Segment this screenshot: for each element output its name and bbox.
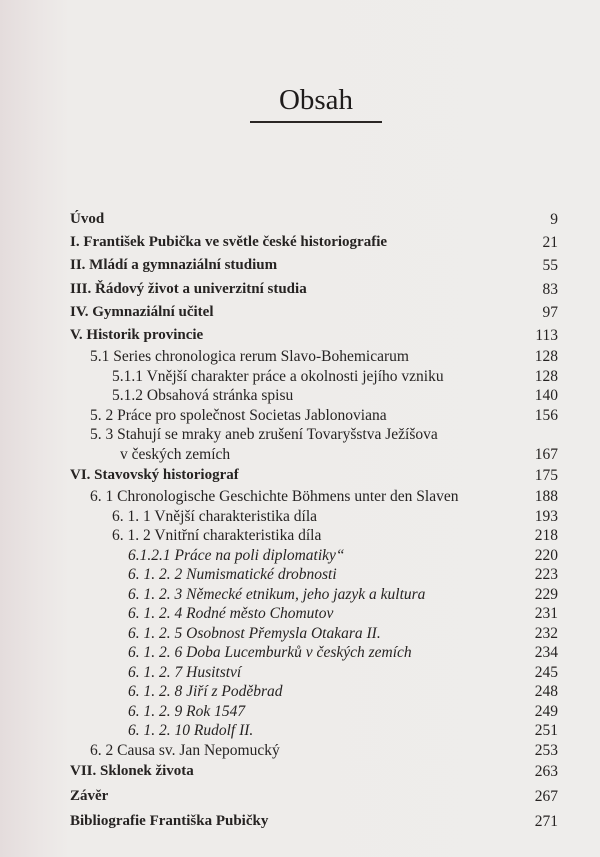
toc-entry-page: 175	[534, 467, 558, 485]
toc-entry-page: 193	[534, 507, 558, 525]
toc-entry-title: Úvod	[70, 211, 105, 227]
toc-entry-page: 128	[534, 367, 558, 385]
toc-entry-page: 55	[542, 257, 558, 275]
toc-entry	[0, 546, 600, 566]
toc-entry-page: 83	[542, 280, 558, 298]
title-underline	[250, 121, 382, 123]
toc-entry-page: 97	[542, 303, 558, 321]
toc-entry	[0, 604, 600, 624]
toc-entry-page: 21	[542, 234, 558, 252]
toc-entry-page: 9	[550, 211, 558, 228]
toc-entry-page: 253	[534, 741, 558, 759]
toc-entry-title: V. Historik provincie	[70, 326, 204, 343]
toc-entry	[0, 278, 600, 301]
toc-entry-page: 248	[534, 683, 558, 701]
toc-entry-page: 234	[534, 644, 558, 662]
toc-entry-page: 223	[534, 566, 558, 584]
toc-entry-page: 232	[534, 624, 558, 642]
page-title: Obsah	[278, 84, 354, 116]
toc-entry	[0, 487, 600, 507]
toc-entry-title: II. Mládí a gymnaziální studium	[70, 257, 278, 274]
toc-entry	[0, 785, 600, 810]
toc-entry	[0, 702, 600, 722]
toc-entry-page: 218	[534, 527, 558, 545]
toc-entry	[0, 624, 600, 644]
toc-entry-page: 251	[534, 722, 558, 740]
toc-entry-title: 6. 1. 2. 3 Německé etnikum, jeho jazyk a kultura	[128, 585, 426, 603]
toc-entry-title: v českých zemích	[120, 445, 231, 463]
toc-entry-page: 128	[534, 348, 558, 366]
toc-entry	[0, 565, 600, 585]
toc-entry-title: 6. 1. 2. 6 Doba Lucemburků v českých zemích	[128, 644, 412, 662]
toc-entry-page: 156	[534, 406, 558, 424]
toc-entry-page: 188	[534, 488, 558, 506]
toc-entry-title: 5.1 Series chronologica rerum Slavo-Bohemicarum	[90, 348, 409, 366]
toc-entry	[0, 643, 600, 663]
toc-entry-page: 220	[534, 546, 558, 564]
toc-entry-title: 6. 1. 2. 9 Rok 1547	[128, 702, 246, 720]
toc-entry	[0, 526, 600, 546]
toc-entry-title: 6. 1. 2. 4 Rodné město Chomutov	[128, 605, 334, 623]
toc-entry	[0, 425, 600, 445]
toc-entry	[0, 208, 600, 231]
toc-entry-title: 6. 2 Causa sv. Jan Nepomucký	[90, 741, 280, 759]
toc-entry	[0, 663, 600, 683]
toc-entry-title: 5. 2 Práce pro společnost Societas Jablonoviana	[90, 406, 387, 424]
toc-entry	[0, 445, 600, 465]
toc-entry	[0, 231, 600, 254]
toc-entry	[0, 741, 600, 761]
toc-entry-title: 5. 3 Stahují se mraky aneb zrušení Tovaryšstva Ježíšova	[90, 426, 438, 444]
toc-entry-page: 249	[534, 702, 558, 720]
toc-entry	[0, 585, 600, 605]
toc-entry-title: 6. 1. 2. 2 Numismatické drobnosti	[128, 566, 337, 584]
toc-entry	[0, 254, 600, 277]
toc-entry-page: 245	[534, 663, 558, 681]
toc-entry-title: 6. 1. 2. 5 Osobnost Přemysla Otakara II.	[128, 624, 381, 642]
toc-entry-title: IV. Gymnaziální učitel	[70, 303, 214, 320]
toc-entry-title: 6.1.2.1 Práce na poli diplomatiky“	[128, 546, 345, 564]
toc-entry-title: 6. 1. 2 Vnitřní charakteristika díla	[112, 527, 322, 545]
toc-entry	[0, 386, 600, 406]
toc-entry-title: Závěr	[70, 788, 109, 805]
toc-entry-title: VII. Sklonek života	[70, 763, 194, 780]
toc-entry-title: I. František Pubička ve světle české historiografie	[70, 234, 388, 251]
toc-entry-title: 6. 1. 1 Vnější charakteristika díla	[112, 507, 318, 525]
toc-entry	[0, 721, 600, 741]
toc-entry	[0, 367, 600, 387]
toc-entry-page: 271	[534, 813, 558, 831]
toc-entry-title: 5.1.2 Obsahová stránka spisu	[112, 387, 294, 405]
toc-entry-page: 267	[534, 788, 558, 806]
toc-entry-title: 6. 1. 2. 7 Husitství	[128, 663, 242, 681]
toc-entry	[0, 301, 600, 324]
toc-entry-title: VI. Stavovský historiograf	[70, 467, 239, 484]
toc-entry-page: 140	[534, 387, 558, 405]
toc-entry	[0, 760, 600, 785]
toc-entry	[0, 406, 600, 426]
toc-entry-title: 6. 1. 2. 10 Rudolf II.	[128, 722, 254, 740]
toc-entry-page: 229	[534, 585, 558, 603]
toc-entry	[0, 464, 600, 487]
table-of-contents	[0, 208, 600, 835]
toc-entry-page: 263	[534, 763, 558, 781]
toc-entry-page: 113	[535, 326, 558, 344]
toc-entry-title: 5.1.1 Vnější charakter práce a okolnosti jejího vzniku	[112, 367, 444, 385]
toc-entry-title: Bibliografie Františka Pubičky	[70, 813, 269, 830]
toc-entry-page: 231	[534, 605, 558, 623]
toc-entry	[0, 810, 600, 835]
toc-entry	[0, 682, 600, 702]
toc-entry	[0, 324, 600, 347]
toc-entry	[0, 507, 600, 527]
toc-entry-title: 6. 1 Chronologische Geschichte Böhmens unter den Slaven	[90, 488, 459, 506]
toc-entry-page: 167	[534, 445, 558, 463]
toc-entry-title: III. Řádový život a univerzitní studia	[70, 280, 307, 297]
toc-entry	[0, 347, 600, 367]
toc-entry-title: 6. 1. 2. 8 Jiří z Poděbrad	[128, 683, 283, 701]
